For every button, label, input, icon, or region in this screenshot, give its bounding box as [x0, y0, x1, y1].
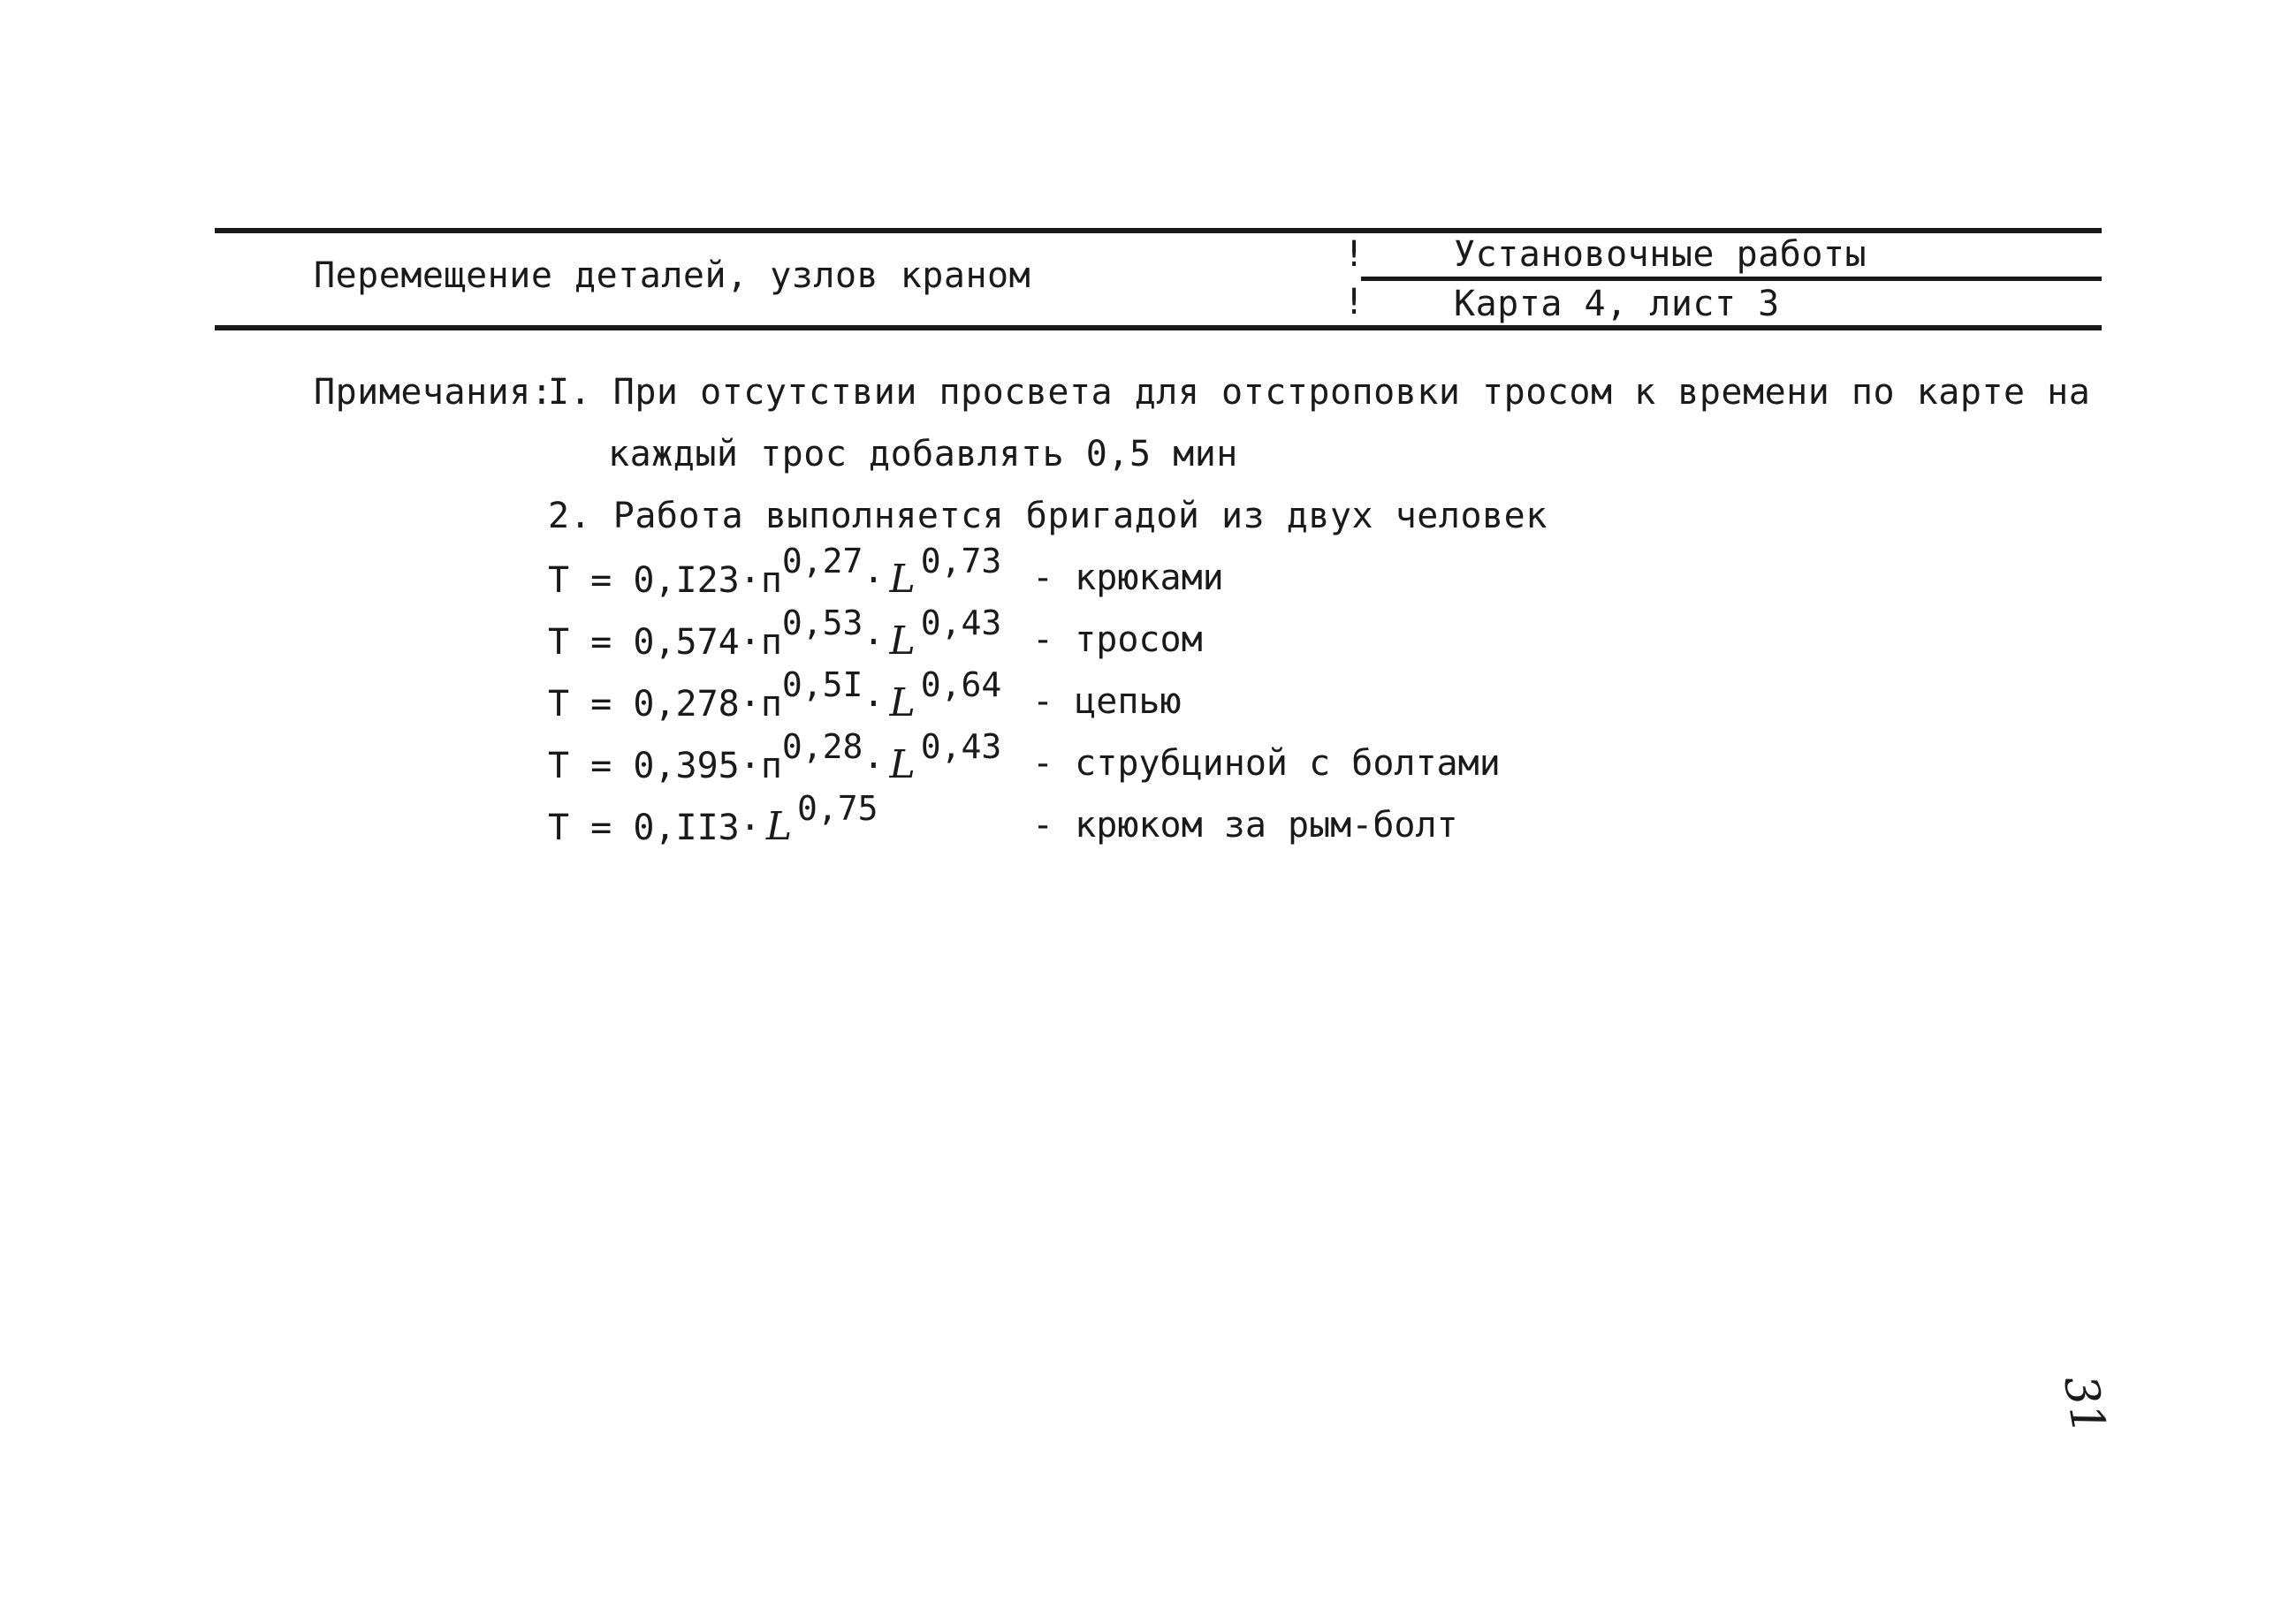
- note-1-line-2: каждый трос добавлять 0,5 мин: [608, 434, 1238, 474]
- formula-description: - крюками: [1032, 558, 1224, 598]
- formula-prefix: T = 0,I23·п: [548, 560, 782, 601]
- formula-length-symbol: L: [889, 557, 916, 602]
- formula-rope: [548, 603, 1002, 664]
- formula-description: - крюком за рым-болт: [1032, 805, 1458, 846]
- section-title: Установочные работы: [1454, 234, 1867, 275]
- formula-length-symbol: L: [765, 804, 793, 849]
- header-separator-mark: !: [1343, 282, 1365, 323]
- formula-exponent-l: 0,75: [797, 789, 878, 828]
- notes-label: Примечания:: [314, 372, 553, 413]
- note-1-line-1: I. При отсутствии просвета для отстроповки тросом к времени по карте на: [548, 372, 2091, 413]
- header-separator-mark: !: [1343, 234, 1365, 275]
- header-middle-rule: [1361, 277, 2102, 281]
- formula-hooks: [548, 542, 1002, 602]
- formula-separator: ·: [863, 684, 885, 725]
- formula-exponent-n: 0,5I: [781, 665, 863, 704]
- formula-exponent-l: 0,73: [920, 542, 1002, 581]
- formula-clamp: [548, 727, 1002, 787]
- formula-description: - тросом: [1032, 619, 1203, 660]
- formula-exponent-n: 0,28: [781, 727, 863, 766]
- formula-exponent-n: 0,27: [781, 542, 863, 581]
- header-top-rule: [215, 228, 2102, 233]
- formula-prefix: T = 0,278·п: [548, 684, 782, 725]
- formula-description: - цепью: [1032, 681, 1182, 722]
- header-bottom-rule: [215, 325, 2102, 330]
- card-sheet-label: Карта 4, лист 3: [1454, 284, 1780, 324]
- formula-length-symbol: L: [889, 742, 916, 787]
- formula-exponent-l: 0,64: [920, 665, 1002, 704]
- formula-length-symbol: L: [889, 680, 916, 725]
- formula-separator: ·: [863, 622, 885, 663]
- formula-eyebolt: [548, 789, 878, 849]
- formula-prefix: T = 0,II3·: [548, 808, 761, 848]
- page-number: 31: [2052, 1371, 2116, 1438]
- document-title: Перемещение деталей, узлов краном: [314, 255, 1031, 296]
- formula-description: - струбциной с болтами: [1032, 743, 1501, 784]
- formula-separator: ·: [863, 746, 885, 786]
- formula-chain: [548, 665, 1002, 725]
- formula-exponent-n: 0,53: [781, 603, 863, 642]
- note-2: 2. Работа выполняется бригадой из двух человек: [548, 496, 1548, 536]
- formula-prefix: T = 0,574·п: [548, 622, 782, 663]
- formula-separator: ·: [863, 560, 885, 601]
- formula-exponent-l: 0,43: [920, 603, 1002, 642]
- formula-prefix: T = 0,395·п: [548, 746, 782, 786]
- formula-exponent-l: 0,43: [920, 727, 1002, 766]
- formula-length-symbol: L: [889, 618, 916, 664]
